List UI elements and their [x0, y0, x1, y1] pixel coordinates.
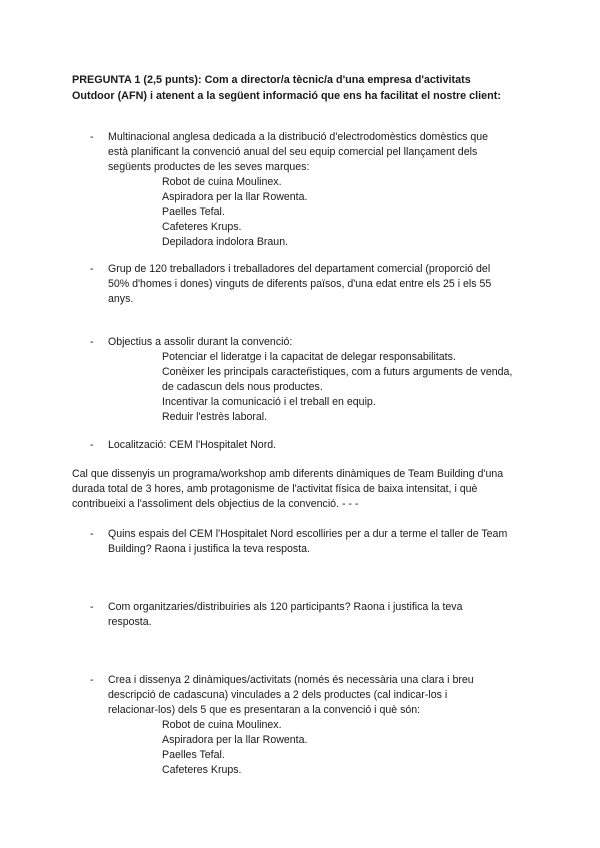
- text-line: Cal que dissenyis un programa/workshop amb diferents dinàmiques de Team Building d'una: [72, 468, 504, 480]
- text-line: descripció de cadascuna) vinculades a 2 dels productes (cal indicar-los i: [108, 689, 448, 701]
- question-heading: [72, 72, 542, 104]
- text-line: Objectius a assolir durant la convenció:: [108, 336, 293, 348]
- text-line: durada total de 3 hores, amb protagonisme de l'activitat física de baixa intensitat, i què: [72, 483, 478, 495]
- text-line: Multinacional anglesa dedicada a la distribució d'electrodomèstics domèstics que: [108, 131, 489, 143]
- text-line: següents productes de les seves marques:: [108, 161, 310, 173]
- bullet-dash: -: [90, 601, 94, 613]
- bullet-location: [90, 438, 530, 453]
- text-line: resposta.: [108, 616, 152, 628]
- product-item: Robot de cuina Moulinex.: [162, 176, 282, 188]
- product-item: Aspiradora per la llar Rowenta.: [162, 734, 308, 746]
- bullet-text: [108, 527, 530, 557]
- text-line: Grup de 120 treballadors i treballadores del departament comercial (proporció del: [108, 263, 491, 275]
- text-line: Building? Raona i justifica la teva resposta.: [108, 543, 310, 555]
- product-item: Aspiradora per la llar Rowenta.: [162, 191, 308, 203]
- bullet-dash: -: [90, 263, 94, 275]
- text-line: anys.: [108, 293, 134, 305]
- bullet-dash: -: [90, 439, 94, 451]
- text-line: Localització: CEM l'Hospitalet Nord.: [108, 439, 277, 451]
- bullet-dash: -: [90, 528, 94, 540]
- text-line: 50% d'homes i dones) vinguts de diferents països, d'una edat entre els 25 i els 55: [108, 278, 492, 290]
- bullet-text: [108, 262, 530, 307]
- bullet-text: [108, 438, 530, 453]
- text-line: Crea i dissenya 2 dinàmiques/activitats (només és necessària una clara i breu: [108, 674, 474, 686]
- product-item: Cafeteres Krups.: [162, 221, 242, 233]
- objective-item: de cadascun dels nous productes.: [162, 381, 323, 393]
- product-item: Robot de cuina Moulinex.: [162, 719, 282, 731]
- question-spaces: [90, 527, 530, 557]
- product-item: Depiladora indolora Braun.: [162, 236, 289, 248]
- objective-item: Incentivar la comunicació i el treball en equip.: [162, 396, 376, 408]
- heading-line: PREGUNTA 1 (2,5 punts): Com a director/a tècnic/a d'una empresa d'activitats: [72, 74, 471, 86]
- text-line: Com organitzaries/distribuiries als 120 participants? Raona i justifica la teva: [108, 601, 463, 613]
- text-line: està planificant la convenció anual del seu equip comercial pel llançament dels: [108, 146, 478, 158]
- question-dynamics: [90, 673, 530, 778]
- bullet-group: [90, 262, 530, 307]
- product-item: Paelles Tefal.: [162, 749, 225, 761]
- heading-line: Outdoor (AFN) i atenent a la següent informació que ens ha facilitat el nostre client:: [72, 90, 501, 102]
- question-distribution: [90, 600, 530, 630]
- bullet-dash: -: [90, 131, 94, 143]
- bullet-text: [108, 673, 530, 778]
- bullet-text: [108, 130, 530, 250]
- objective-item: Potenciar el lideratge i la capacitat de delegar responsabilitats.: [162, 351, 456, 363]
- text-line: contribueixi a l'assoliment dels objectius de la convenció. - - -: [72, 498, 359, 510]
- bullet-objectives: [90, 335, 530, 425]
- bullet-text: [108, 600, 530, 630]
- text-line: Quins espais del CEM l'Hospitalet Nord escolliries per a dur a terme el taller de Team: [108, 528, 508, 540]
- bullet-dash: -: [90, 674, 94, 686]
- instructions-paragraph: [72, 467, 532, 512]
- product-item: Paelles Tefal.: [162, 206, 225, 218]
- bullet-company: [90, 130, 530, 250]
- product-item: Cafeteres Krups.: [162, 764, 242, 776]
- text-line: relacionar-los) dels 5 que es presentaran a la convenció i què són:: [108, 704, 421, 716]
- objective-item: Conèixer les principals caracteŕistiques, com a futurs arguments de venda,: [162, 366, 513, 378]
- bullet-text: [108, 335, 530, 425]
- objective-item: Reduir l'estrès laboral.: [162, 411, 268, 423]
- bullet-dash: -: [90, 336, 94, 348]
